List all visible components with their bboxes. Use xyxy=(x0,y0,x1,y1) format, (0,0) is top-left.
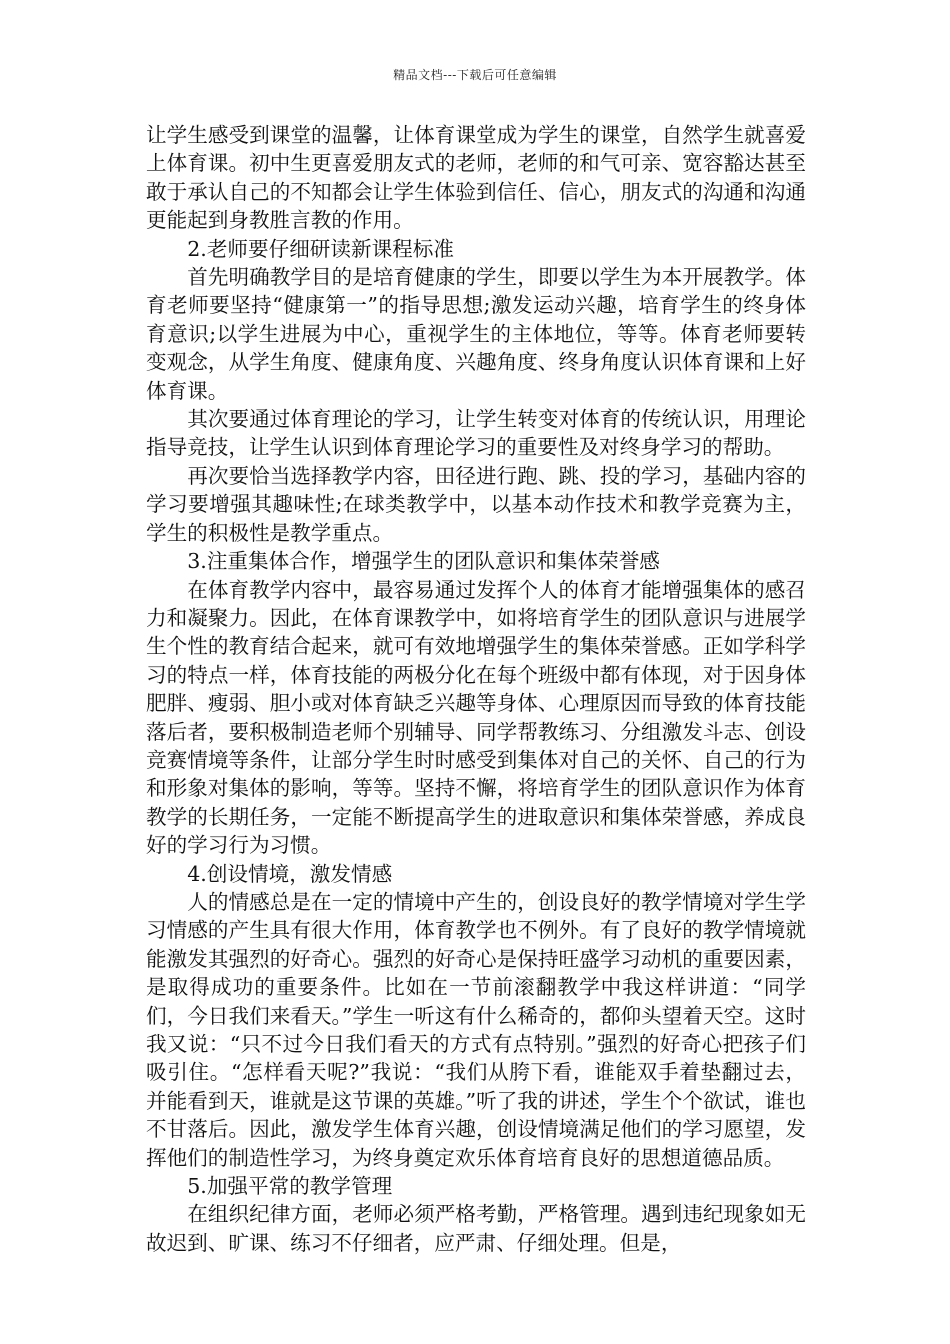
page-header: 精品文档---下载后可任意编辑 xyxy=(393,68,557,82)
section-heading-3: 3.注重集体合作，增强学生的团队意识和集体荣誉感 xyxy=(187,549,660,574)
paragraph-3: 其次要通过体育理论的学习，让学生转变对体育的传统认识，用理论指导竞技，让学生认识到体育理论学习的重要性及对终身学习的帮助。 xyxy=(146,407,806,460)
paragraph-1: 让学生感受到课堂的温馨，让体育课堂成为学生的课堂，自然学生就喜爱上体育课。初中生更喜爱朋友式的老师，老师的和气可亲、宽容豁达甚至敢于承认自己的不知都会让学生体验到信任、信心，朋友式的沟通和沟通更能起到身教胜言教的作用。 xyxy=(146,123,806,233)
paragraph-5: 在体育教学内容中，最容易通过发挥个人的体育才能增强集体的感召力和凝聚力。因此，在体育课教学中，如将培育学生的团队意识与进展学生个性的教育结合起来，就可有效地增强学生的集体荣誉感。正如学科学习的特点一样，体育技能的两极分化在每个班级中都有体现，对于因身体肥胖、瘦弱、胆小或对体育缺乏兴趣等身体、心理原因而导致的体育技能落后者，要积极制造老师个别辅导、同学帮教练习、分组激发斗志、创设竞赛情境等条件，让部分学生时时感受到集体对自己的关怀、自己的行为和形象对集体的影响，等等。坚持不懈，将培育学生的团队意识作为体育教学的长期任务，一定能不断提高学生的进取意识和集体荣誉感，养成良好的学习行为习惯。 xyxy=(146,577,806,858)
document-body xyxy=(146,121,806,1257)
paragraph-4: 再次要恰当选择教学内容，田径进行跑、跳、投的学习，基础内容的学习要增强其趣味性;在球类教学中，以基本动作技术和教学竞赛为主，学生的积极性是教学重点。 xyxy=(146,463,806,545)
paragraph-2: 首先明确教学目的是培育健康的学生，即要以学生为本开展教学。体育老师要坚持“健康第一”的指导思想;激发运动兴趣，培育学生的终身体育意识;以学生进展为中心，重视学生的主体地位，等等。体育老师要转变观念，从学生角度、健康角度、兴趣角度、终身角度认识体育课和上好体育课。 xyxy=(146,265,806,403)
paragraph-6: 人的情感总是在一定的情境中产生的，创设良好的教学情境对学生学习情感的产生具有很大作用，体育教学也不例外。有了良好的教学情境就能激发其强烈的好奇心。强烈的好奇心是保持旺盛学习动机的重要因素，是取得成功的重要条件。比如在一节前滚翻教学中我这样讲道：“同学们，今日我们来看天。”学生一听这有什么稀奇的，都仰头望着天空。这时我又说：“只不过今日我们看天的方式有点特别。”强烈的好奇心把孩子们吸引住。“怎样看天呢?”我说：“我们从胯下看，谁能双手着垫翻过去，并能看到天，谁就是这节课的英雄。”听了我的讲述，学生个个欲试，谁也不甘落后。因此，激发学生体育兴趣，创设情境满足他们的学习愿望，发挥他们的制造性学习，为终身奠定欢乐体育培育良好的思想道德品质。 xyxy=(146,889,806,1170)
paragraph-7: 在组织纪律方面，老师必须严格考勤，严格管理。遇到违纪现象如无故迟到、旷课、练习不仔细者，应严肃、仔细处理。但是， xyxy=(146,1202,806,1255)
section-heading-4: 4.创设情境，激发情感 xyxy=(187,861,393,886)
section-heading-5: 5.加强平常的教学管理 xyxy=(187,1174,393,1199)
section-heading-2: 2.老师要仔细研读新课程标准 xyxy=(187,236,454,261)
